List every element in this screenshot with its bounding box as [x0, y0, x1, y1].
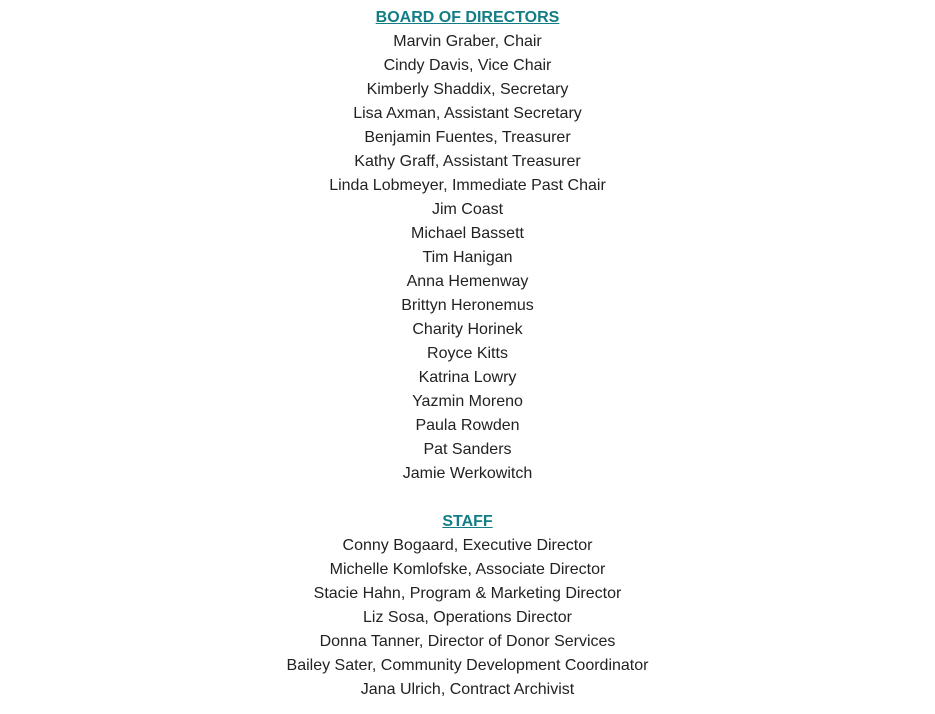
- staff-member: Michelle Komlofske, Associate Director: [329, 561, 606, 578]
- staff-member: Jana Ulrich, Contract Archivist: [360, 681, 575, 698]
- board-member: Jamie Werkowitch: [402, 465, 533, 482]
- staff-member: Bailey Sater, Community Development Coordinator: [286, 657, 649, 674]
- board-member: Jim Coast: [431, 201, 504, 218]
- board-member: Paula Rowden: [415, 417, 520, 434]
- board-member: Benjamin Fuentes, Treasurer: [364, 129, 571, 146]
- staff-member-list: [0, 534, 935, 702]
- staff-member: Liz Sosa, Operations Director: [363, 609, 572, 626]
- board-member: Anna Hemenway: [406, 273, 529, 290]
- board-member: Pat Sanders: [423, 441, 512, 458]
- board-member: Linda Lobmeyer, Immediate Past Chair: [329, 177, 606, 194]
- board-member: Charity Horinek: [412, 321, 523, 338]
- section-spacer: [0, 486, 935, 510]
- board-member: Kathy Graff, Assistant Treasurer: [354, 153, 581, 170]
- board-member: Brittyn Heronemus: [401, 297, 534, 314]
- board-of-directors-section: [0, 6, 935, 486]
- board-member-list: [0, 30, 935, 486]
- board-member: Cindy Davis, Vice Chair: [383, 57, 552, 74]
- staff-member: Donna Tanner, Director of Donor Services: [319, 633, 616, 650]
- staff-member: Conny Bogaard, Executive Director: [342, 537, 593, 554]
- board-member: Yazmin Moreno: [412, 393, 523, 410]
- board-member: Royce Kitts: [427, 345, 508, 362]
- board-member: Lisa Axman, Assistant Secretary: [353, 105, 582, 122]
- board-member: Marvin Graber, Chair: [393, 33, 542, 50]
- board-member: Kimberly Shaddix, Secretary: [366, 81, 569, 98]
- staff-heading: STAFF: [442, 513, 493, 530]
- board-member: Katrina Lowry: [418, 369, 517, 386]
- board-heading: BOARD OF DIRECTORS: [375, 9, 560, 26]
- staff-section: [0, 510, 935, 702]
- board-member: Michael Bassett: [411, 225, 524, 242]
- staff-member: Stacie Hahn, Program & Marketing Director: [313, 585, 622, 602]
- board-member: Tim Hanigan: [422, 249, 513, 266]
